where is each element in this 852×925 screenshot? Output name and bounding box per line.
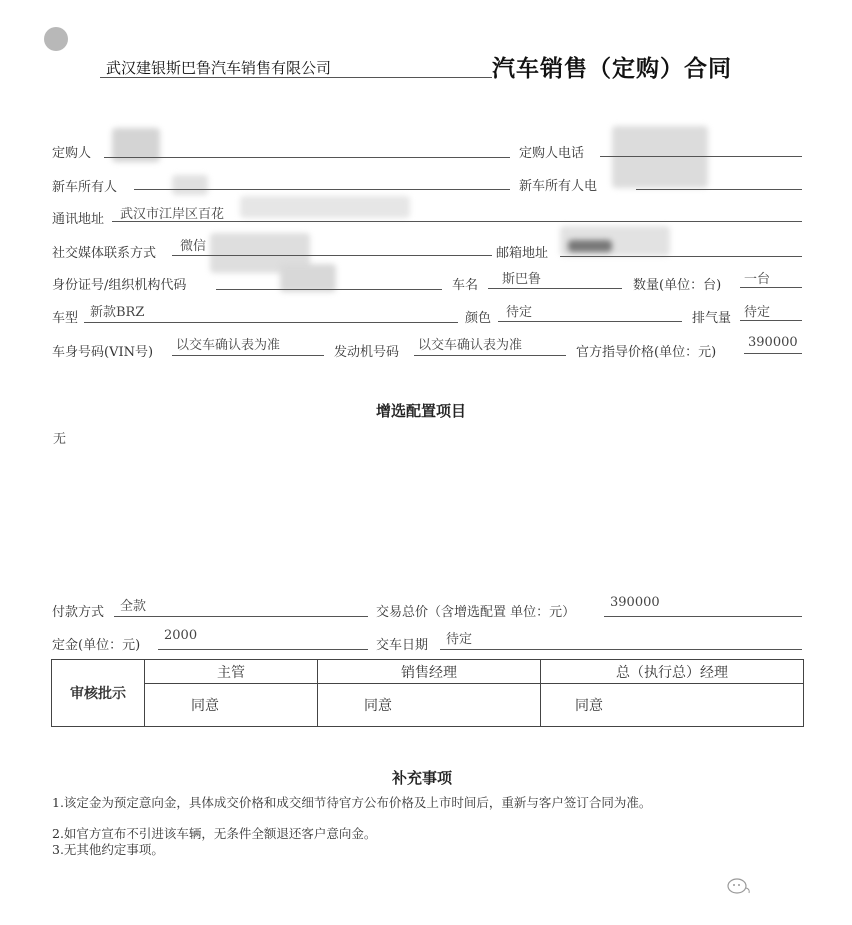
displacement-label: 排气量 (692, 311, 732, 326)
email-line (560, 256, 802, 257)
total-label: 交易总价（含增选配置 单位：元） (376, 605, 576, 620)
deposit-value: 2000 (164, 628, 198, 643)
qty-value: 一台 (744, 272, 771, 287)
owner-phone-label: 新车所有人电 (519, 179, 598, 194)
vin-label: 车身号码(VIN号) (52, 345, 154, 360)
owner-line (134, 189, 510, 190)
car-name-line (488, 288, 622, 289)
address-value: 武汉市江岸区百花 (120, 207, 225, 222)
audit-role-general-manager: 总（执行总）经理 (541, 660, 804, 684)
email-label: 邮箱地址 (496, 246, 549, 261)
vin-line (172, 355, 324, 356)
engine-value: 以交车确认表为准 (418, 338, 523, 353)
vin-value: 以交车确认表为准 (176, 338, 281, 353)
redaction-owner (172, 175, 208, 195)
deposit-line (158, 649, 368, 650)
redaction-phone (612, 126, 708, 188)
id-line (216, 289, 442, 290)
company-name: 武汉建银斯巴鲁汽车销售有限公司 (106, 59, 332, 77)
social-line (172, 255, 492, 256)
audit-approval-sales-manager: 同意 (318, 684, 541, 727)
buyer-label: 定购人 (52, 146, 92, 161)
displacement-line (740, 320, 802, 321)
displacement-value: 待定 (744, 305, 771, 320)
model-label: 车型 (52, 311, 79, 326)
payment-method-label: 付款方式 (52, 605, 105, 620)
delivery-line (440, 649, 802, 650)
audit-approval-general-manager: 同意 (541, 684, 804, 727)
redaction-email-dark (568, 240, 612, 252)
options-title: 增选配置项目 (376, 402, 467, 420)
watermark-chat-icon (726, 876, 752, 896)
payment-method-value: 全款 (120, 599, 147, 614)
options-value: 无 (53, 432, 67, 447)
total-value: 390000 (610, 595, 660, 610)
qty-label: 数量(单位：台) (633, 278, 722, 293)
social-value: 微信 (180, 239, 207, 254)
owner-phone-line (636, 189, 802, 190)
note-item-3: 3.无其他约定事项。 (52, 842, 164, 857)
redaction-address (240, 196, 410, 218)
total-line (604, 616, 802, 617)
audit-role-sales-manager: 销售经理 (318, 660, 541, 684)
audit-header: 审核批示 (52, 660, 145, 727)
car-name-value: 斯巴鲁 (502, 272, 542, 287)
color-value: 待定 (506, 305, 533, 320)
qty-line (740, 287, 802, 288)
redaction-id (280, 264, 336, 292)
model-line (84, 322, 458, 323)
deposit-label: 定金(单位：元) (52, 638, 141, 653)
owner-label: 新车所有人 (52, 180, 118, 195)
engine-label: 发动机号码 (334, 345, 400, 360)
contract-title: 汽车销售（定购）合同 (492, 56, 732, 82)
msrp-line (744, 353, 802, 354)
msrp-value: 390000 (748, 335, 798, 350)
buyer-phone-line (600, 156, 802, 157)
delivery-label: 交车日期 (376, 638, 429, 653)
address-label: 通讯地址 (52, 212, 105, 227)
msrp-label: 官方指导价格(单位：元) (576, 345, 717, 360)
payment-method-line (114, 616, 368, 617)
note-item-2: 2.如官方宣布不引进该车辆，无条件全额退还客户意向金。 (52, 826, 377, 841)
car-name-label: 车名 (452, 278, 479, 293)
delivery-value: 待定 (446, 632, 473, 647)
note-item-1: 1.该定金为预定意向金，具体成交价格和成交细节待官方公布价格及上市时间后，重新与客户签订合同为准。 (52, 795, 652, 810)
audit-approval-supervisor: 同意 (145, 684, 318, 727)
buyer-phone-label: 定购人电话 (519, 146, 585, 161)
address-line (112, 221, 802, 222)
audit-role-supervisor: 主管 (145, 660, 318, 684)
model-value: 新款BRZ (90, 305, 145, 320)
color-label: 颜色 (465, 311, 492, 326)
corner-dot (44, 27, 68, 51)
id-label: 身份证号/组织机构代码 (52, 278, 187, 293)
engine-line (414, 355, 566, 356)
color-line (498, 321, 682, 322)
company-underline (100, 77, 492, 78)
buyer-line (104, 157, 510, 158)
notes-title: 补充事项 (392, 769, 453, 787)
audit-table (51, 659, 804, 727)
social-label: 社交媒体联系方式 (52, 246, 157, 261)
